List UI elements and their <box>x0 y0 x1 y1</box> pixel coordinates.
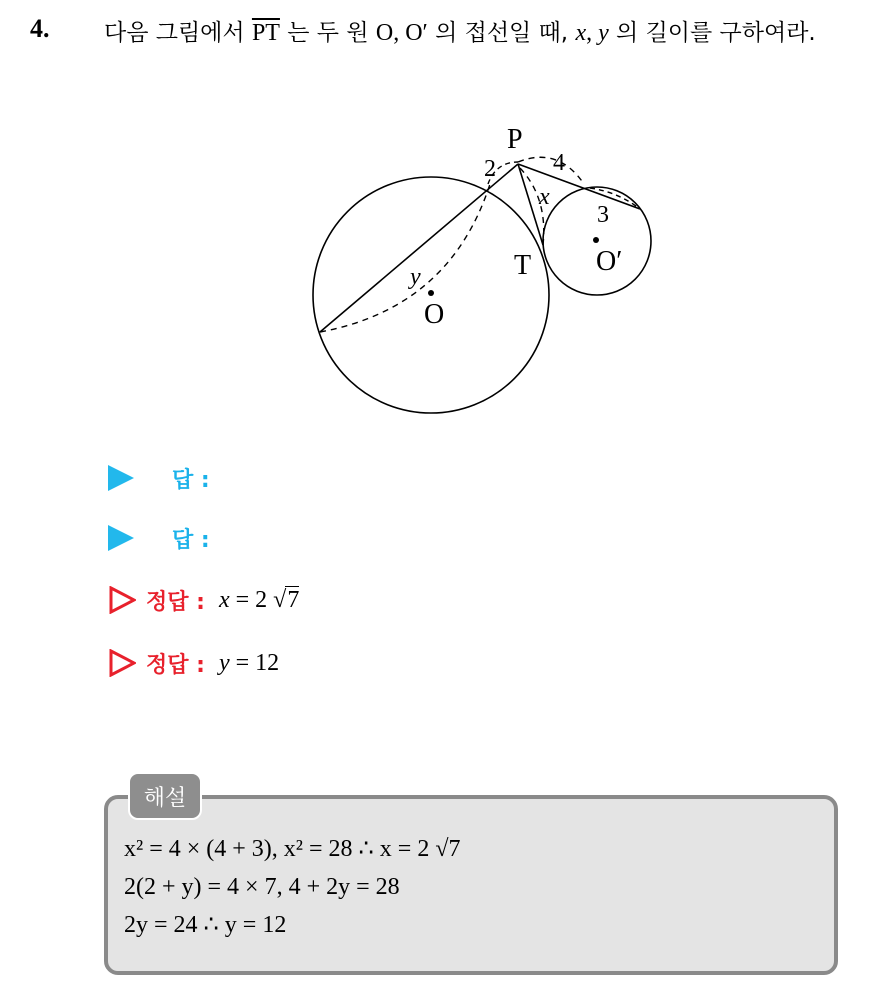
correct-value <box>219 650 279 677</box>
answer-label: 답 : <box>172 467 210 493</box>
correct-value <box>219 586 299 614</box>
solution-line: 2y = 24 ∴ y = 12 <box>124 912 287 938</box>
segment-pt: $\overline{PT}$ <box>251 20 280 46</box>
var-y: y <box>598 20 609 46</box>
label-3: 3 <box>597 202 609 228</box>
label-o-prime: O′ <box>596 246 623 277</box>
question-text-part: 는 두 원 <box>279 20 376 46</box>
solution-lines <box>124 830 461 944</box>
label-y: y <box>410 264 421 290</box>
question-text <box>104 14 874 52</box>
label-2: 2 <box>484 156 496 182</box>
correct-var: y <box>218 649 230 676</box>
var-x: x <box>575 20 587 46</box>
answer-row-2 <box>108 518 224 558</box>
label-x: x <box>539 184 550 210</box>
solution-line: 2(2 + y) = 4 × 7, 4 + 2y = 28 <box>124 874 400 900</box>
correct-label: 정답 : <box>146 652 205 678</box>
correct-eq: = 2 <box>229 587 274 613</box>
sqrt-radicand: 7 <box>287 587 300 613</box>
question-text-part: 다음 그림에서 <box>104 20 252 46</box>
label-t: T <box>514 250 532 281</box>
label-p: P <box>507 124 523 155</box>
correct-row-2 <box>108 643 279 683</box>
solution-tag: 해설 <box>128 772 202 820</box>
geometry-figure <box>300 118 670 428</box>
center-o <box>428 290 434 296</box>
correct-eq: = 12 <box>229 649 280 676</box>
comma: , <box>586 20 599 46</box>
question-text-part: 의 길이를 구하여라. <box>608 20 816 46</box>
center-o-prime <box>593 237 599 243</box>
answer-row-1 <box>108 458 224 498</box>
sqrt-sign: √ <box>273 587 287 613</box>
circle-names: O, O′ <box>375 20 428 46</box>
correct-row-1 <box>108 580 299 620</box>
label-o: O <box>424 299 445 330</box>
label-4: 4 <box>553 150 565 176</box>
secant-small <box>518 164 640 209</box>
correct-label: 정답 : <box>146 589 205 615</box>
correct-var: x <box>218 587 230 613</box>
question-number: 4. <box>30 14 50 43</box>
question-text-part: 의 접선일 때, <box>427 20 576 46</box>
triangle-bullet-icon <box>108 465 134 491</box>
answer-label: 답 : <box>172 527 210 553</box>
solution-line: x² = 4 × (4 + 3), x² = 28 ∴ x = 2 √7 <box>124 836 461 862</box>
triangle-bullet-icon <box>108 525 134 551</box>
outline-triangle-icon <box>108 586 136 614</box>
brace-4 <box>518 157 584 184</box>
outline-triangle-icon <box>108 649 136 677</box>
